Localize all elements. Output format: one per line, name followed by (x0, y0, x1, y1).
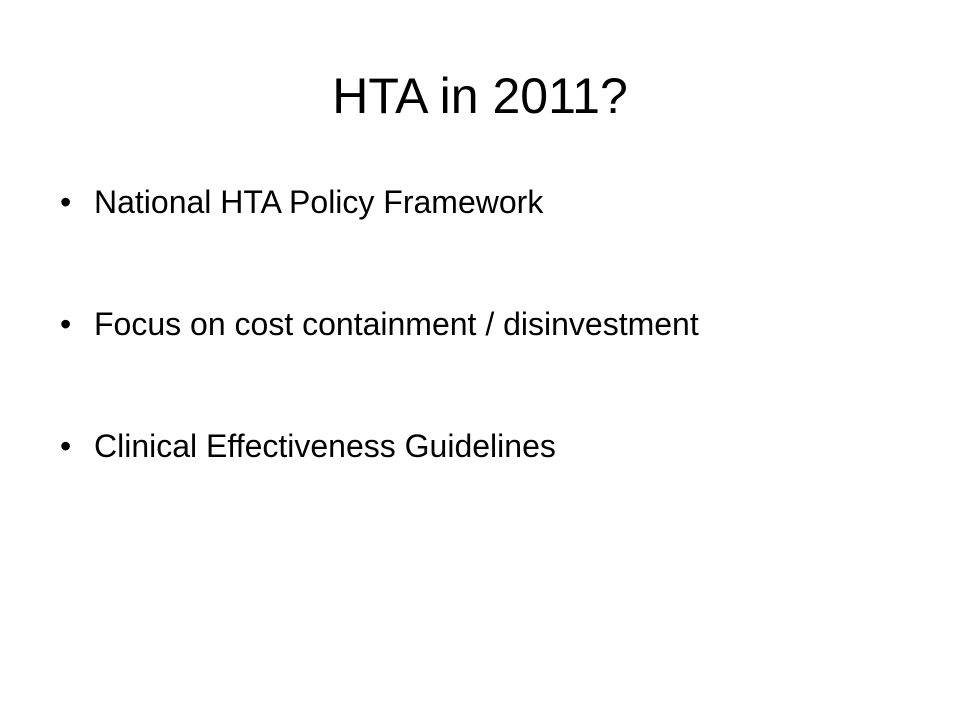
bullet-item (60, 414, 940, 478)
bullet-item (60, 170, 940, 234)
bullet-text: Clinical Effectiveness Guidelines (94, 428, 556, 464)
bullet-text: National HTA Policy Framework (94, 184, 544, 220)
bullet-text: Focus on cost containment / disinvestment (94, 306, 699, 342)
bullet-icon: • (60, 428, 72, 464)
bullet-icon: • (60, 184, 72, 220)
bullet-icon: • (60, 306, 72, 342)
bullet-list (60, 170, 940, 536)
bullet-item (60, 292, 940, 356)
slide-title: HTA in 2011? (332, 68, 628, 124)
